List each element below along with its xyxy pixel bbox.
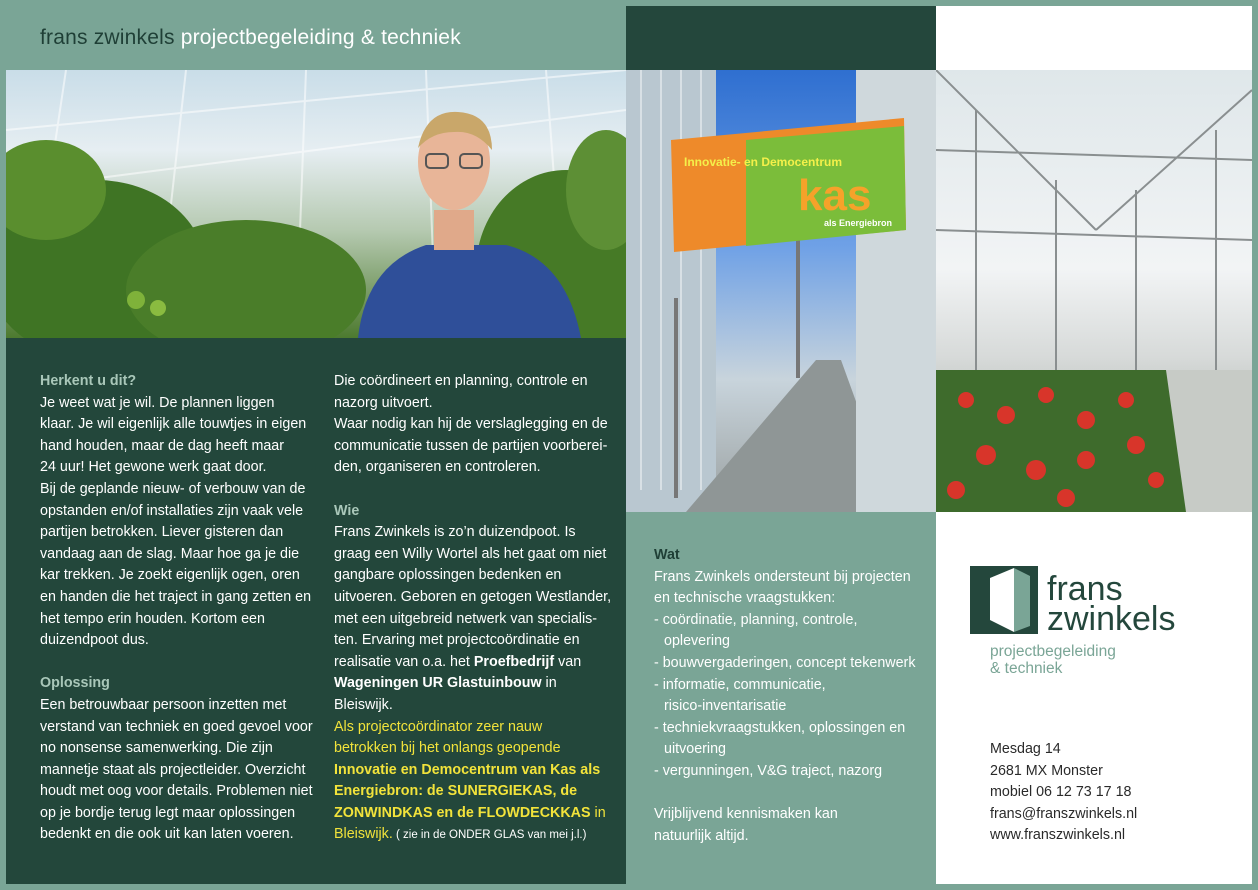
line: Een betrouwbaar persoon inzetten met [40, 696, 287, 713]
line: natuurlijk altijd. [654, 827, 749, 844]
line: ten. Ervaring met projectcoördinatie en [334, 632, 580, 649]
sign-line1: Innovatie- en Democentrum [684, 155, 843, 169]
greenhouse-photo-illustration [6, 70, 626, 338]
line: graag een Willy Wortel als het gaat om niet [334, 545, 607, 562]
line: 24 uur! Het gewone werk gaat door. [40, 459, 267, 476]
line: Bleiswijk. [334, 696, 393, 713]
line: gangbare oplossingen bedenken en [334, 567, 562, 584]
column-wie [334, 371, 624, 847]
contact-phone: mobiel 06 12 73 17 18 [990, 784, 1132, 801]
column-wat [654, 545, 934, 847]
yellow-bold: Innovatie en Democentrum van Kas als [334, 761, 601, 778]
list-item: uitvoering [664, 741, 726, 758]
line: Waar nodig kan hij de verslaglegging en de [334, 416, 608, 433]
line: klaar. Je wil eigenlijk alle touwtjes in eigen [40, 416, 307, 433]
photo-man-in-greenhouse [6, 70, 626, 338]
line: Bij de geplande nieuw- of verbouw van de [40, 480, 306, 497]
line: en handen die het traject in gang zetten en [40, 588, 312, 605]
line: op je bordje terug legt maar oplossingen [40, 804, 296, 821]
line: verstand van techniek en goed gevoel voor [40, 718, 313, 735]
heading-oplossing: Oplossing [40, 675, 110, 692]
list-item: risico-inventarisatie [664, 698, 787, 715]
text: van [554, 653, 582, 670]
text: in [541, 675, 557, 692]
list-item: oplevering [664, 633, 730, 650]
list-item: - techniekvraagstukken, oplossingen en [654, 719, 906, 736]
line: bedenkt en die ook uit kan laten voeren. [40, 826, 294, 843]
yellow-line [334, 781, 624, 803]
logo-sub-line2: & techniek [990, 660, 1063, 677]
yellow-bold: Energiebron: de SUNERGIEKAS, de [334, 783, 578, 800]
contact-website: www.franszwinkels.nl [990, 827, 1126, 844]
wageningen: Wageningen UR Glastuinbouw [334, 675, 542, 692]
yellow-line [334, 803, 624, 825]
logo-mark-icon [970, 566, 1038, 639]
text: realisatie van o.a. het [334, 653, 474, 670]
dark-top-block [626, 6, 936, 70]
heading-herkent: Herkent u dit? [40, 373, 137, 389]
logo-word-zwinkels: zwinkels [1047, 600, 1176, 638]
proefbedrijf: Proefbedrijf [473, 653, 555, 670]
yellow-bold: ZONWINDKAS en de FLOWDECKKAS [334, 804, 591, 821]
line: duizendpoot dus. [40, 632, 149, 649]
logo-wordmark [1047, 570, 1176, 638]
line: no nonsense samenwerking. Die zijn [40, 740, 273, 757]
line: hand houden, maar de dag heeft maar [40, 437, 285, 454]
list-item: - vergunningen, V&G traject, nazorg [654, 762, 883, 779]
line: Vrijblijvend kennismaken kan [654, 806, 838, 823]
list-item: - coördinatie, planning, controle, [654, 611, 858, 628]
header-title [40, 26, 461, 50]
photo-kas-sign [626, 70, 936, 512]
text: in [590, 804, 606, 821]
logo-subtitle [990, 643, 1116, 677]
white-top-block [936, 6, 1252, 70]
contact-email: frans@franszwinkels.nl [990, 805, 1138, 822]
contact-block [990, 739, 1230, 847]
line: Je weet wat je wil. De plannen liggen [40, 394, 275, 411]
header-title-tagline: projectbegeleiding & techniek [180, 26, 461, 49]
logo-word-frans: frans [1047, 570, 1123, 608]
contact-address: Mesdag 14 [990, 741, 1061, 757]
line: houdt met oog voor details. Problemen niet [40, 783, 313, 800]
line: communicatie tussen de partijen voorberei- [334, 437, 608, 454]
line: Frans Zwinkels is zo’n duizendpoot. Is [334, 524, 576, 541]
line: vandaag aan de slag. Maar hoe ga je die [40, 545, 300, 562]
line: en technische vraagstukken: [654, 590, 836, 607]
line: kar trekken. Je zoekt eigenlijk ogen, oren [40, 567, 300, 584]
line: Frans Zwinkels ondersteunt bij projecten [654, 568, 911, 585]
yellow-line [334, 824, 624, 847]
logo-sub-line1: projectbegeleiding [990, 643, 1116, 660]
list-item: - informatie, communicatie, [654, 676, 826, 693]
line: den, organiseren en controleren. [334, 459, 541, 476]
line [334, 673, 624, 695]
header-title-name: frans zwinkels [40, 26, 175, 49]
sign-big: kas [798, 171, 872, 220]
line [334, 652, 624, 674]
text: Bleiswijk. [334, 826, 393, 843]
line: opstanden en/of installaties zijn vaak vele [40, 502, 304, 519]
photo-greenhouse-anthuriums [936, 70, 1252, 512]
yellow-line [334, 760, 624, 782]
yellow-line: Als projectcoördinator zeer nauw [334, 718, 543, 735]
contact-city: 2681 MX Monster [990, 762, 1103, 779]
sign-photo-illustration [626, 70, 936, 512]
heading-wat: Wat [654, 547, 680, 563]
line: nazorg uitvoert. [334, 394, 433, 411]
list-item: - bouwvergaderingen, concept tekenwerk [654, 654, 916, 671]
onder-glas-note: ( zie in de ONDER GLAS van mei j.l.) [392, 829, 587, 842]
line: het tempo erin houden. Kortom een [40, 610, 265, 627]
line: uitvoeren. Geboren en getogen Westlander, [334, 588, 612, 605]
line: Die coördineert en planning, controle en [334, 373, 588, 389]
heading-wie: Wie [334, 502, 360, 519]
sign-line2: als Energiebron [824, 218, 893, 228]
greenhouse-interior-illustration [936, 70, 1252, 512]
column-herkent-u-dit [40, 371, 330, 846]
yellow-line: betrokken bij het onlangs geopende [334, 740, 561, 757]
line: met een uitgebreid netwerk van specialis- [334, 610, 598, 627]
line: mannetje staat als projectleider. Overzicht [40, 761, 306, 778]
line: partijen betrokken. Liever gisteren dan [40, 524, 284, 541]
